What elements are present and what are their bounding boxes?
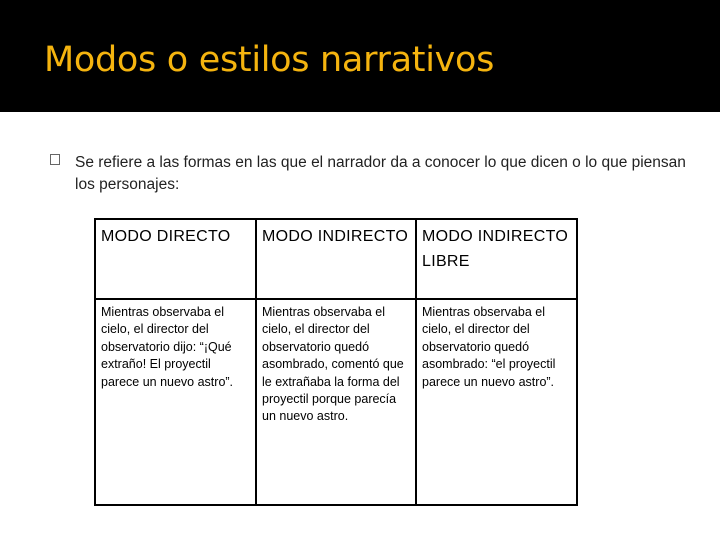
header-modo-directo: MODO DIRECTO xyxy=(95,219,256,299)
square-bullet-icon xyxy=(50,154,60,165)
header-modo-indirecto: MODO INDIRECTO xyxy=(256,219,416,299)
table-row xyxy=(95,299,577,505)
title-bar xyxy=(0,0,720,112)
cell-modo-indirecto-example: Mientras observaba el cielo, el director del observatorio quedó asombrado, comentó que le extrañaba la forma del proyectil porque parecía un nuevo astro. xyxy=(256,299,416,505)
cell-modo-indirecto-libre-example: Mientras observaba el cielo, el director del observatorio quedó asombrado: “el proyectil parece un nuevo astro”. xyxy=(416,299,577,505)
bullet-point xyxy=(50,152,690,196)
bullet-text: Se refiere a las formas en las que el narrador da a conocer lo que dicen o lo que piensan los personajes: xyxy=(75,154,686,193)
slide-title: Modos o estilos narrativos xyxy=(44,40,495,80)
narrative-modes-table xyxy=(94,218,578,506)
table-header-row xyxy=(95,219,577,299)
cell-modo-directo-example: Mientras observaba el cielo, el director del observatorio dijo: “¡Qué extraño! El proyectil parece un nuevo astro”. xyxy=(95,299,256,505)
header-modo-indirecto-libre: MODO INDIRECTO LIBRE xyxy=(416,219,577,299)
